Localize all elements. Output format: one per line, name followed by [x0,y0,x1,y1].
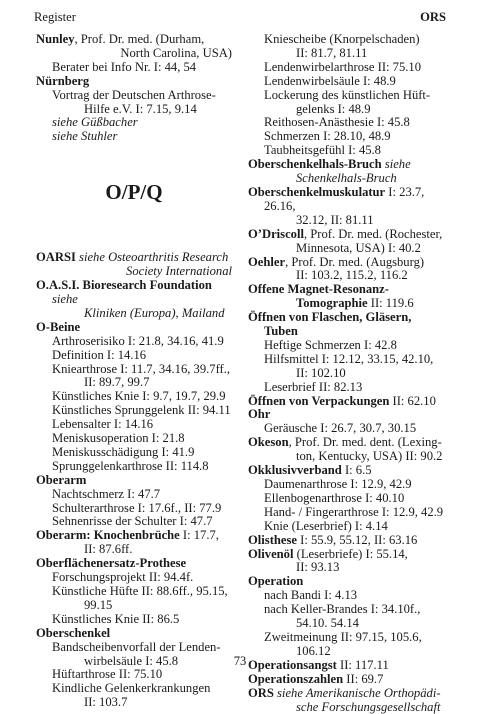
entry-text: , Prof. Dr. med. dent. (Lexing- [289,435,442,449]
sub-entry: Meniskusoperation I: 21.8 [36,432,232,446]
index-term: O.A.S.I. Bioresearch Foundation [36,278,212,292]
sub-entry: Nachtschmerz I: 47.7 [36,488,232,502]
entry-continuation: sche Forschungsgesellschaft [248,701,448,714]
index-entry-ors [248,687,448,701]
entry-continuation: II: 102.10 [248,367,448,381]
entry-continuation: II: 93.13 [248,561,448,575]
sub-entry: Definition I: 14.16 [36,349,232,363]
index-entry-okeson [248,436,448,450]
sub-entry: Sprunggelenkarthrose II: 114.8 [36,460,232,474]
sub-entry: Berater bei Info Nr. I: 44, 54 [36,61,232,75]
see-reference: siehe Güßbacher [36,116,232,130]
entry-continuation: North Carolina, USA) [36,47,232,61]
index-term: Olivenöl [248,547,293,561]
sub-entry: Taubheitsgefühl I: 45.8 [248,144,448,158]
index-term: Oberarm: Knochenbrüche [36,528,180,542]
sub-entry: Schulterarthrose I: 17.6f., II: 77.9 [36,502,232,516]
sub-entry: Künstliche Hüfte II: 88.6ff., 95.15, [36,585,232,599]
sub-entry: Hilfsmittel I: 12.12, 33.15, 42.10, [248,353,448,367]
sub-entry: Künstliches Sprunggelenk II: 94.11 [36,404,232,418]
sub-entry: Zweitmeinung II: 97.15, 105.6, [248,631,448,645]
index-term: Öffnen von Verpackungen [248,394,389,408]
sub-entry: Hüftarthrose II: 75.10 [36,668,232,682]
entry-continuation: II: 87.6ff. [36,543,232,557]
sub-entry: Daumenarthrose I: 12.9, 42.9 [248,478,448,492]
index-term: O’Driscoll [248,227,304,241]
sub-entry: Lendenwirbelsäule I: 48.9 [248,75,448,89]
index-entry-oeffnen-flaschen: Öffnen von Flaschen, Gläsern, Tuben [248,311,448,339]
entry-continuation: II: 81.7, 81.11 [248,47,448,61]
entry-text: II: 117.11 [337,658,389,672]
entry-text: , Prof. Dr. med. (Durham, [75,32,205,46]
sub-entry: nach Bandi I: 4.13 [248,589,448,603]
entry-text: I: 23.7, 26.16, [264,185,424,213]
entry-continuation: 54.10. 54.14 [248,617,448,631]
see-reference: siehe Stuhler [36,130,232,144]
index-entry-olivenoel [248,548,448,562]
sub-entry: Lebensalter I: 14.16 [36,418,232,432]
entry-continuation: II: 103.7 [36,696,232,710]
index-term: OARSI [36,250,76,264]
entry-continuation: Schenkelhals-Bruch [248,172,448,186]
index-entry-oberarm: Oberarm [36,474,232,488]
entry-continuation: II: 89.7, 99.7 [36,376,232,390]
entry-text: , Prof. Dr. med. (Rochester, [304,227,442,241]
sub-entry: Schmerzen I: 28.10, 48.9 [248,130,448,144]
sub-entry: Kniearthrose I: 11.7, 34.16, 39.7ff., [36,363,232,377]
sub-entry: Leserbrief II: 82.13 [248,381,448,395]
page-header [34,10,446,26]
index-term: ORS [248,686,274,700]
section-heading: O/P/Q [36,180,232,204]
entry-continuation: II: 103.2, 115.2, 116.2 [248,269,448,283]
index-entry-nurnberg: Nürnberg [36,75,232,89]
see-reference: siehe Osteoarthritis Research [76,250,228,264]
entry-continuation: Minnesota, USA) I: 40.2 [248,242,448,256]
index-entry-oberschenkelhals-bruch [248,158,448,172]
sub-entry: Vortrag der Deutschen Arthrose- [36,89,232,103]
index-entry-odriscoll [248,228,448,242]
sub-entry: Sehnenrisse der Schulter I: 47.7 [36,515,232,529]
entry-continuation: Society International [36,265,232,279]
sub-entry: Meniskusschädigung I: 41.9 [36,446,232,460]
index-entry-oberflaechenersatz: Oberflächenersatz-Prothese [36,557,232,571]
index-entry-oberschenkel: Oberschenkel [36,627,232,641]
index-entry-operationszahlen [248,673,448,687]
index-entry-olisthese [248,534,448,548]
entry-text: (Leserbriefe) I: 55.14, [293,547,407,561]
index-term: Oberschenkelhals-Bruch [248,157,382,171]
index-entry-offene-mrt: Offene Magnet-Resonanz- [248,283,448,297]
sub-entry: Kindliche Gelenkerkrankungen [36,682,232,696]
entry-text: II: 119.6 [368,296,414,310]
sub-entry: Hand- / Fingerarthrose I: 12.9, 42.9 [248,506,448,520]
entry-text: II: 62.10 [389,394,436,408]
index-entry-oberarm-knochenbrueche [36,529,232,543]
index-entry-operation: Operation [248,575,448,589]
page-number: 73 [0,654,480,669]
entry-text: , Prof. Dr. med. (Augsburg) [285,255,424,269]
index-column-right [248,33,448,714]
index-term: Oberschenkelmuskulatur [248,185,385,199]
index-entry-obeine: O-Beine [36,321,232,335]
index-term: Olisthese [248,533,297,547]
index-entry-oarsi [36,251,232,265]
index-entry-ohr: Ohr [248,408,448,422]
sub-entry: Forschungsprojekt II: 94.4f. [36,571,232,585]
see-reference: siehe [52,292,78,306]
sub-entry: Ellenbogenarthrose I: 40.10 [248,492,448,506]
entry-continuation: Hilfe e.V. I: 7.15, 9.14 [36,103,232,117]
entry-text: I: 6.5 [342,463,372,477]
index-term: Nunley [36,32,75,46]
sub-entry: Knie (Leserbrief) I: 4.14 [248,520,448,534]
sub-entry: Bandscheibenvorfall der Lenden- [36,641,232,655]
entry-continuation: gelenks I: 48.9 [248,103,448,117]
sub-entry: Heftige Schmerzen I: 42.8 [248,339,448,353]
sub-entry: Künstliches Knie I: 9.7, 19.7, 29.9 [36,390,232,404]
index-term: Okklusivverband [248,463,342,477]
index-entry-oehler [248,256,448,270]
sub-entry: Reithosen-Anästhesie I: 45.8 [248,116,448,130]
index-term: Tomographie [296,296,368,310]
sub-entry: Geräusche I: 26.7, 30.7, 30.15 [248,422,448,436]
running-head-left: Register [34,10,76,25]
sub-entry: Lendenwirbelarthrose II: 75.10 [248,61,448,75]
entry-continuation: Kliniken (Europa), Mailand [36,307,232,321]
entry-continuation: 106.12 [248,645,448,659]
index-entry-oasi [36,279,232,307]
entry-continuation: wirbelsäule I: 45.8 [36,655,232,669]
entry-continuation: 32.12, II: 81.11 [248,214,448,228]
sub-entry: Kniescheibe (Knorpelschaden) [248,33,448,47]
index-column-left [36,33,232,710]
running-head-right: ORS [420,10,446,25]
sub-entry: nach Keller-Brandes I: 34.10f., [248,603,448,617]
sub-entry: Künstliches Knie II: 86.5 [36,613,232,627]
index-term: Okeson [248,435,289,449]
index-entry-oberschenkelmuskulatur [248,186,448,214]
sub-entry: Arthroserisiko I: 21.8, 34.16, 41.9 [36,335,232,349]
index-term: Operationszahlen [248,672,343,686]
entry-continuation: 99.15 [36,599,232,613]
see-reference: siehe [382,157,411,171]
entry-continuation: ton, Kentucky, USA) II: 90.2 [248,450,448,464]
entry-text: II: 69.7 [343,672,383,686]
index-entry-okklusivverband [248,464,448,478]
index-term: Operationsangst [248,658,337,672]
index-entry-nunley [36,33,232,47]
sub-entry: Lockerung des künstlichen Hüft- [248,89,448,103]
index-entry-oeffnen-verpackungen [248,395,448,409]
see-reference: siehe Amerikanische Orthopädi- [274,686,441,700]
index-term: Oehler [248,255,285,269]
entry-text: I: 17.7, [180,528,219,542]
entry-text: I: 55.9, 55.12, II: 63.16 [297,533,417,547]
entry-continuation [248,297,448,311]
